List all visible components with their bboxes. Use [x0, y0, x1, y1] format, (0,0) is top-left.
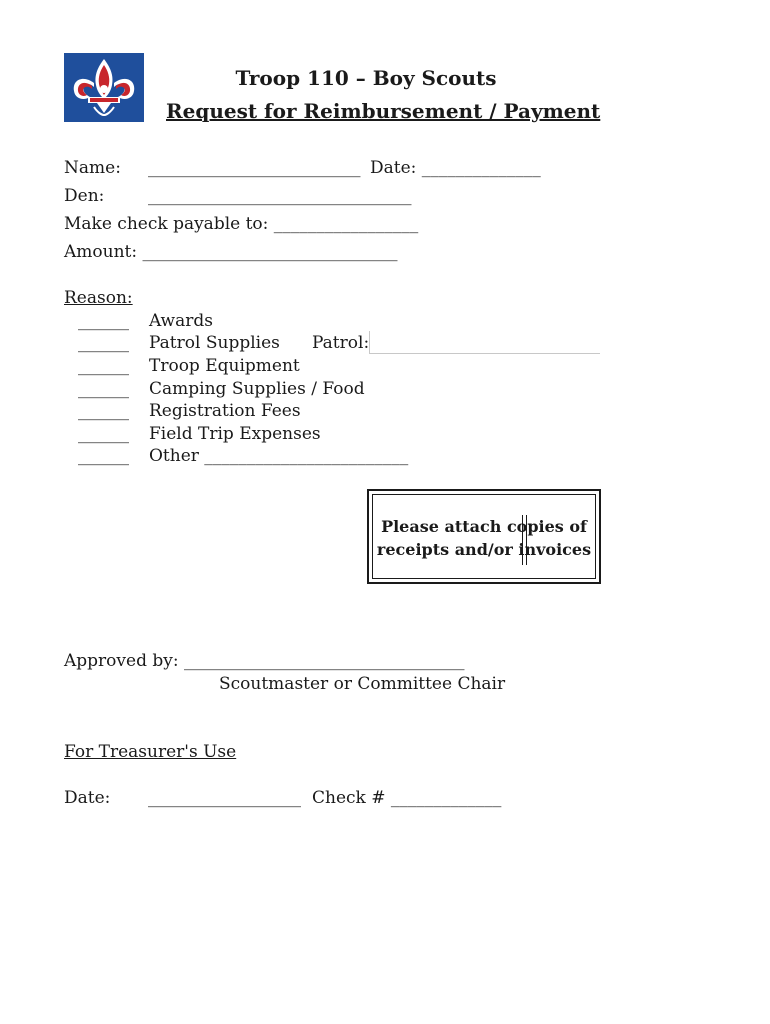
page-title: Troop 110 – Boy Scouts: [235, 66, 497, 90]
amount-field[interactable]: Amount: ______________________________: [64, 242, 398, 262]
notice-line-1: Please attach copies of: [381, 517, 587, 536]
den-label: Den:: [64, 186, 105, 206]
header-title-wrap: [0, 66, 770, 90]
notice-text: [373, 515, 595, 561]
reason-item-other[interactable]: Other ________________________: [149, 446, 409, 466]
check-number-field[interactable]: Check # _____________: [312, 788, 502, 808]
payable-field[interactable]: Make check payable to: _________________: [64, 214, 419, 234]
treasurer-heading: For Treasurer's Use: [64, 742, 237, 762]
reason-checkbox-troop-equipment[interactable]: ______: [78, 356, 129, 376]
treasurer-date-label: Date:: [64, 788, 111, 808]
reason-item-camping-supplies: Camping Supplies / Food: [149, 379, 365, 399]
reason-checkbox-camping-supplies[interactable]: ______: [78, 379, 129, 399]
date-field[interactable]: Date: ______________: [370, 158, 541, 178]
reason-checkbox-registration-fees[interactable]: ______: [78, 401, 129, 421]
treasurer-date-field[interactable]: __________________: [148, 788, 301, 808]
reason-item-awards: Awards: [149, 311, 213, 331]
name-field[interactable]: _________________________: [148, 158, 361, 178]
reason-item-patrol-supplies: Patrol Supplies: [149, 333, 280, 353]
reason-item-field-trip: Field Trip Expenses: [149, 424, 321, 444]
attach-receipts-notice: [367, 489, 601, 584]
reason-checkbox-field-trip[interactable]: ______: [78, 424, 129, 444]
patrol-label: Patrol:: [312, 333, 370, 353]
reason-checkbox-patrol-supplies[interactable]: ______: [78, 333, 129, 353]
reason-item-registration-fees: Registration Fees: [149, 401, 301, 421]
reason-item-troop-equipment: Troop Equipment: [149, 356, 300, 376]
reason-checkbox-awards[interactable]: ______: [78, 311, 129, 331]
name-label: Name:: [64, 158, 121, 178]
approved-by-field[interactable]: Approved by: _________________________________: [64, 651, 465, 671]
page-subtitle: Request for Reimbursement / Payment: [166, 99, 601, 123]
notice-line-2: receipts and/or invoices: [376, 540, 592, 559]
patrol-input[interactable]: [369, 331, 600, 354]
reason-checkbox-other[interactable]: ______: [78, 446, 129, 466]
approver-role: Scoutmaster or Committee Chair: [219, 674, 506, 694]
reason-heading: Reason:: [64, 288, 133, 308]
text-cursor-mark: [522, 515, 527, 565]
den-field[interactable]: _______________________________: [148, 186, 412, 206]
notice-inner-border: [372, 494, 596, 579]
